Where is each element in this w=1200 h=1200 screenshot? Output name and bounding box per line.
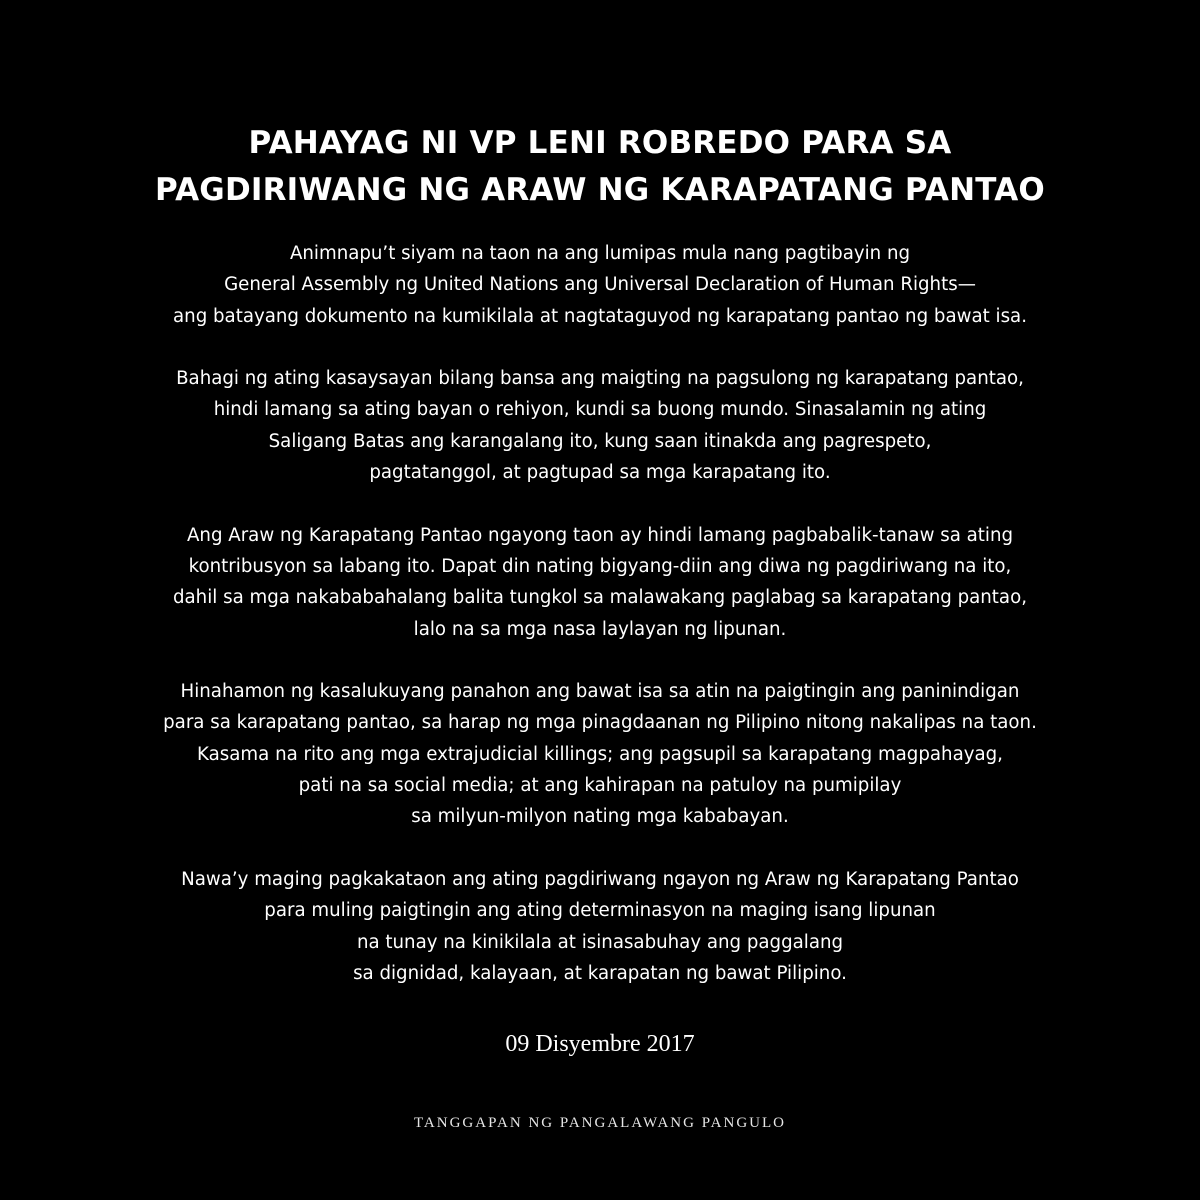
paragraph-line: para muling paigtingin ang ating determinasyon na maging isang lipunan (264, 900, 936, 922)
paragraph-line: ang batayang dokumento na kumikilala at nagtataguyod ng karapatang pantao ng bawat isa. (173, 305, 1027, 327)
statement-date: 09 Disyembre 2017 (505, 1031, 695, 1057)
paragraph-5 (0, 864, 1200, 989)
paragraph-1 (0, 238, 1200, 332)
paragraph-4 (0, 676, 1200, 832)
paragraph-line: kontribusyon sa labang ito. Dapat din nating bigyang-diin ang diwa ng pagdiriwang na ito, (188, 555, 1012, 577)
statement-body (0, 238, 1200, 1020)
office-signature: TANGGAPAN NG PANGALAWANG PANGULO (413, 1115, 787, 1131)
title-line: PAGDIRIWANG NG ARAW NG KARAPATANG PANTAO (155, 172, 1045, 208)
paragraph-line: para sa karapatang pantao, sa harap ng mga pinagdaanan ng Pilipino nitong nakalipas na taon. (163, 712, 1037, 734)
paragraph-line: hindi lamang sa ating bayan o rehiyon, kundi sa buong mundo. Sinasalamin ng ating (213, 399, 987, 421)
paragraph-line: Ang Araw ng Karapatang Pantao ngayong taon ay hindi lamang pagbabalik-tanaw sa ating (186, 524, 1014, 546)
title-line: PAHAYAG NI VP LENI ROBREDO PARA SA (248, 125, 952, 161)
paragraph-line: Saligang Batas ang karangalang ito, kung saan itinakda ang pagrespeto, (268, 430, 932, 452)
paragraph-3 (0, 520, 1200, 645)
paragraph-line: pati na sa social media; at ang kahirapan na patuloy na pumipilay (298, 775, 902, 797)
paragraph-line: sa milyun-milyon nating mga kababayan. (411, 806, 789, 828)
paragraph-line: General Assembly ng United Nations ang Universal Declaration of Human Rights— (224, 274, 976, 296)
paragraph-line: pagtatanggol, at pagtupad sa mga karapatang ito. (369, 462, 831, 484)
paragraph-line: lalo na sa mga nasa laylayan ng lipunan. (413, 618, 787, 640)
paragraph-line: dahil sa mga nakababahalang balita tungkol sa malawakang paglabag sa karapatang pantao, (172, 587, 1027, 609)
paragraph-line: sa dignidad, kalayaan, at karapatan ng bawat Pilipino. (353, 962, 847, 984)
paragraph-line: Animnapu’t siyam na taon na ang lumipas mula nang pagtibayin ng (289, 243, 911, 264)
paragraph-line: Bahagi ng ating kasaysayan bilang bansa ang maigting na pagsulong ng karapatang pantao, (176, 368, 1024, 390)
paragraph-2 (0, 363, 1200, 488)
paragraph-line: Hinahamon ng kasalukuyang panahon ang bawat isa sa atin na paigtingin ang paninindigan (180, 681, 1020, 703)
paragraph-line: Kasama na rito ang mga extrajudicial killings; ang pagsupil sa karapatang magpahayag, (197, 743, 1003, 765)
statement-title (0, 120, 1200, 214)
paragraph-line: Nawa’y maging pagkakataon ang ating pagdiriwang ngayon ng Araw ng Karapatang Pantao (181, 868, 1019, 890)
paragraph-line: na tunay na kinikilala at isinasabuhay ang paggalang (356, 931, 844, 953)
